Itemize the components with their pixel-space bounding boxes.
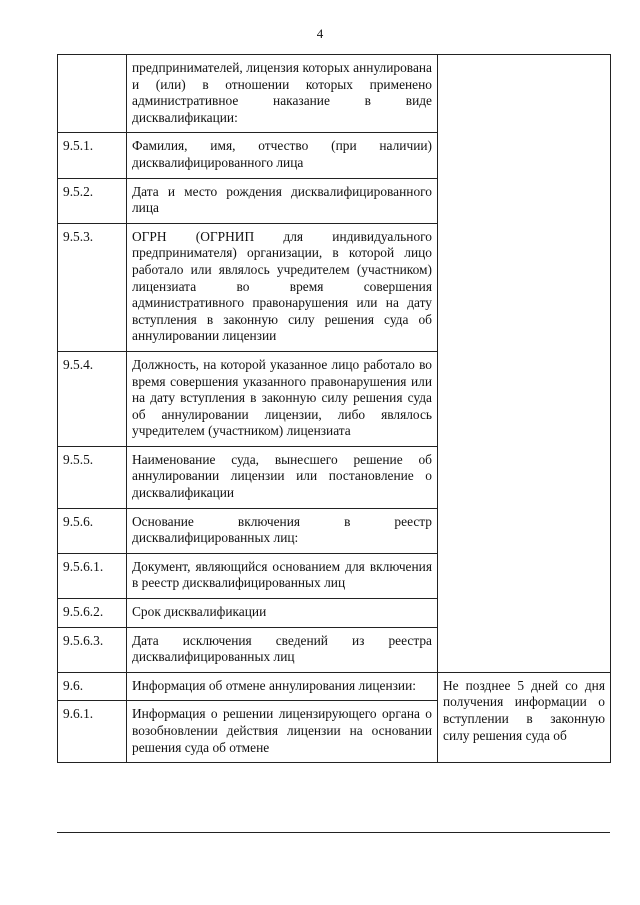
term-cell-empty [438, 55, 611, 673]
row-description: Основание включения в реестр дисквалифицированных лиц: [127, 508, 438, 553]
row-number: 9.5.2. [58, 178, 127, 223]
row-number: 9.6. [58, 672, 127, 701]
row-number: 9.5.6.3. [58, 627, 127, 672]
row-number: 9.6.1. [58, 701, 127, 763]
row-description: предпринимателей, лицензия которых аннулирована и (или) в отношении которых применено административное наказание в виде дисквалификации: [127, 55, 438, 133]
data-table [57, 54, 611, 763]
row-description: Наименование суда, вынесшего решение об аннулировании лицензии или постановление о дисквалификации [127, 446, 438, 508]
row-description: Фамилия, имя, отчество (при наличии) дисквалифицированного лица [127, 133, 438, 178]
row-number: 9.5.4. [58, 351, 127, 446]
page-number: 4 [316, 26, 324, 41]
table-bottom-border [57, 832, 610, 833]
row-description: Дата исключения сведений из реестра дисквалифицированных лиц [127, 627, 438, 672]
row-description: Информация о решении лицензирующего органа о возобновлении действия лицензии на основании решения суда об отмене [127, 701, 438, 763]
row-description: Должность, на которой указанное лицо работало во время совершения указанного правонарушения или на дату вступления в законную силу решения суда об аннулировании лицензии, либо являлось учредителем (участником) лицензиата [127, 351, 438, 446]
row-number: 9.5.6.2. [58, 599, 127, 628]
row-description: Срок дисквалификации [127, 599, 438, 628]
row-number: 9.5.1. [58, 133, 127, 178]
row-description: Дата и место рождения дисквалифицированного лица [127, 178, 438, 223]
table-row [58, 672, 611, 701]
table-row [58, 55, 611, 133]
row-number: 9.5.6. [58, 508, 127, 553]
row-number: 9.5.3. [58, 223, 127, 351]
row-number: 9.5.5. [58, 446, 127, 508]
row-description: Информация об отмене аннулирования лицензии: [127, 672, 438, 701]
row-number [58, 55, 127, 133]
row-description: Документ, являющийся основанием для включения в реестр дисквалифицированных лиц [127, 553, 438, 598]
term-cell: Не позднее 5 дней со дня получения информации о вступлении в законную силу решения суда об [438, 672, 611, 762]
row-description: ОГРН (ОГРНИП для индивидуального предпринимателя) организации, в которой лицо работало или являлось учредителем (участником) лицензиата во время совершения административного правонарушения или на дату вступления в законную силу решения суда об аннулировании лицензии [127, 223, 438, 351]
row-number: 9.5.6.1. [58, 553, 127, 598]
